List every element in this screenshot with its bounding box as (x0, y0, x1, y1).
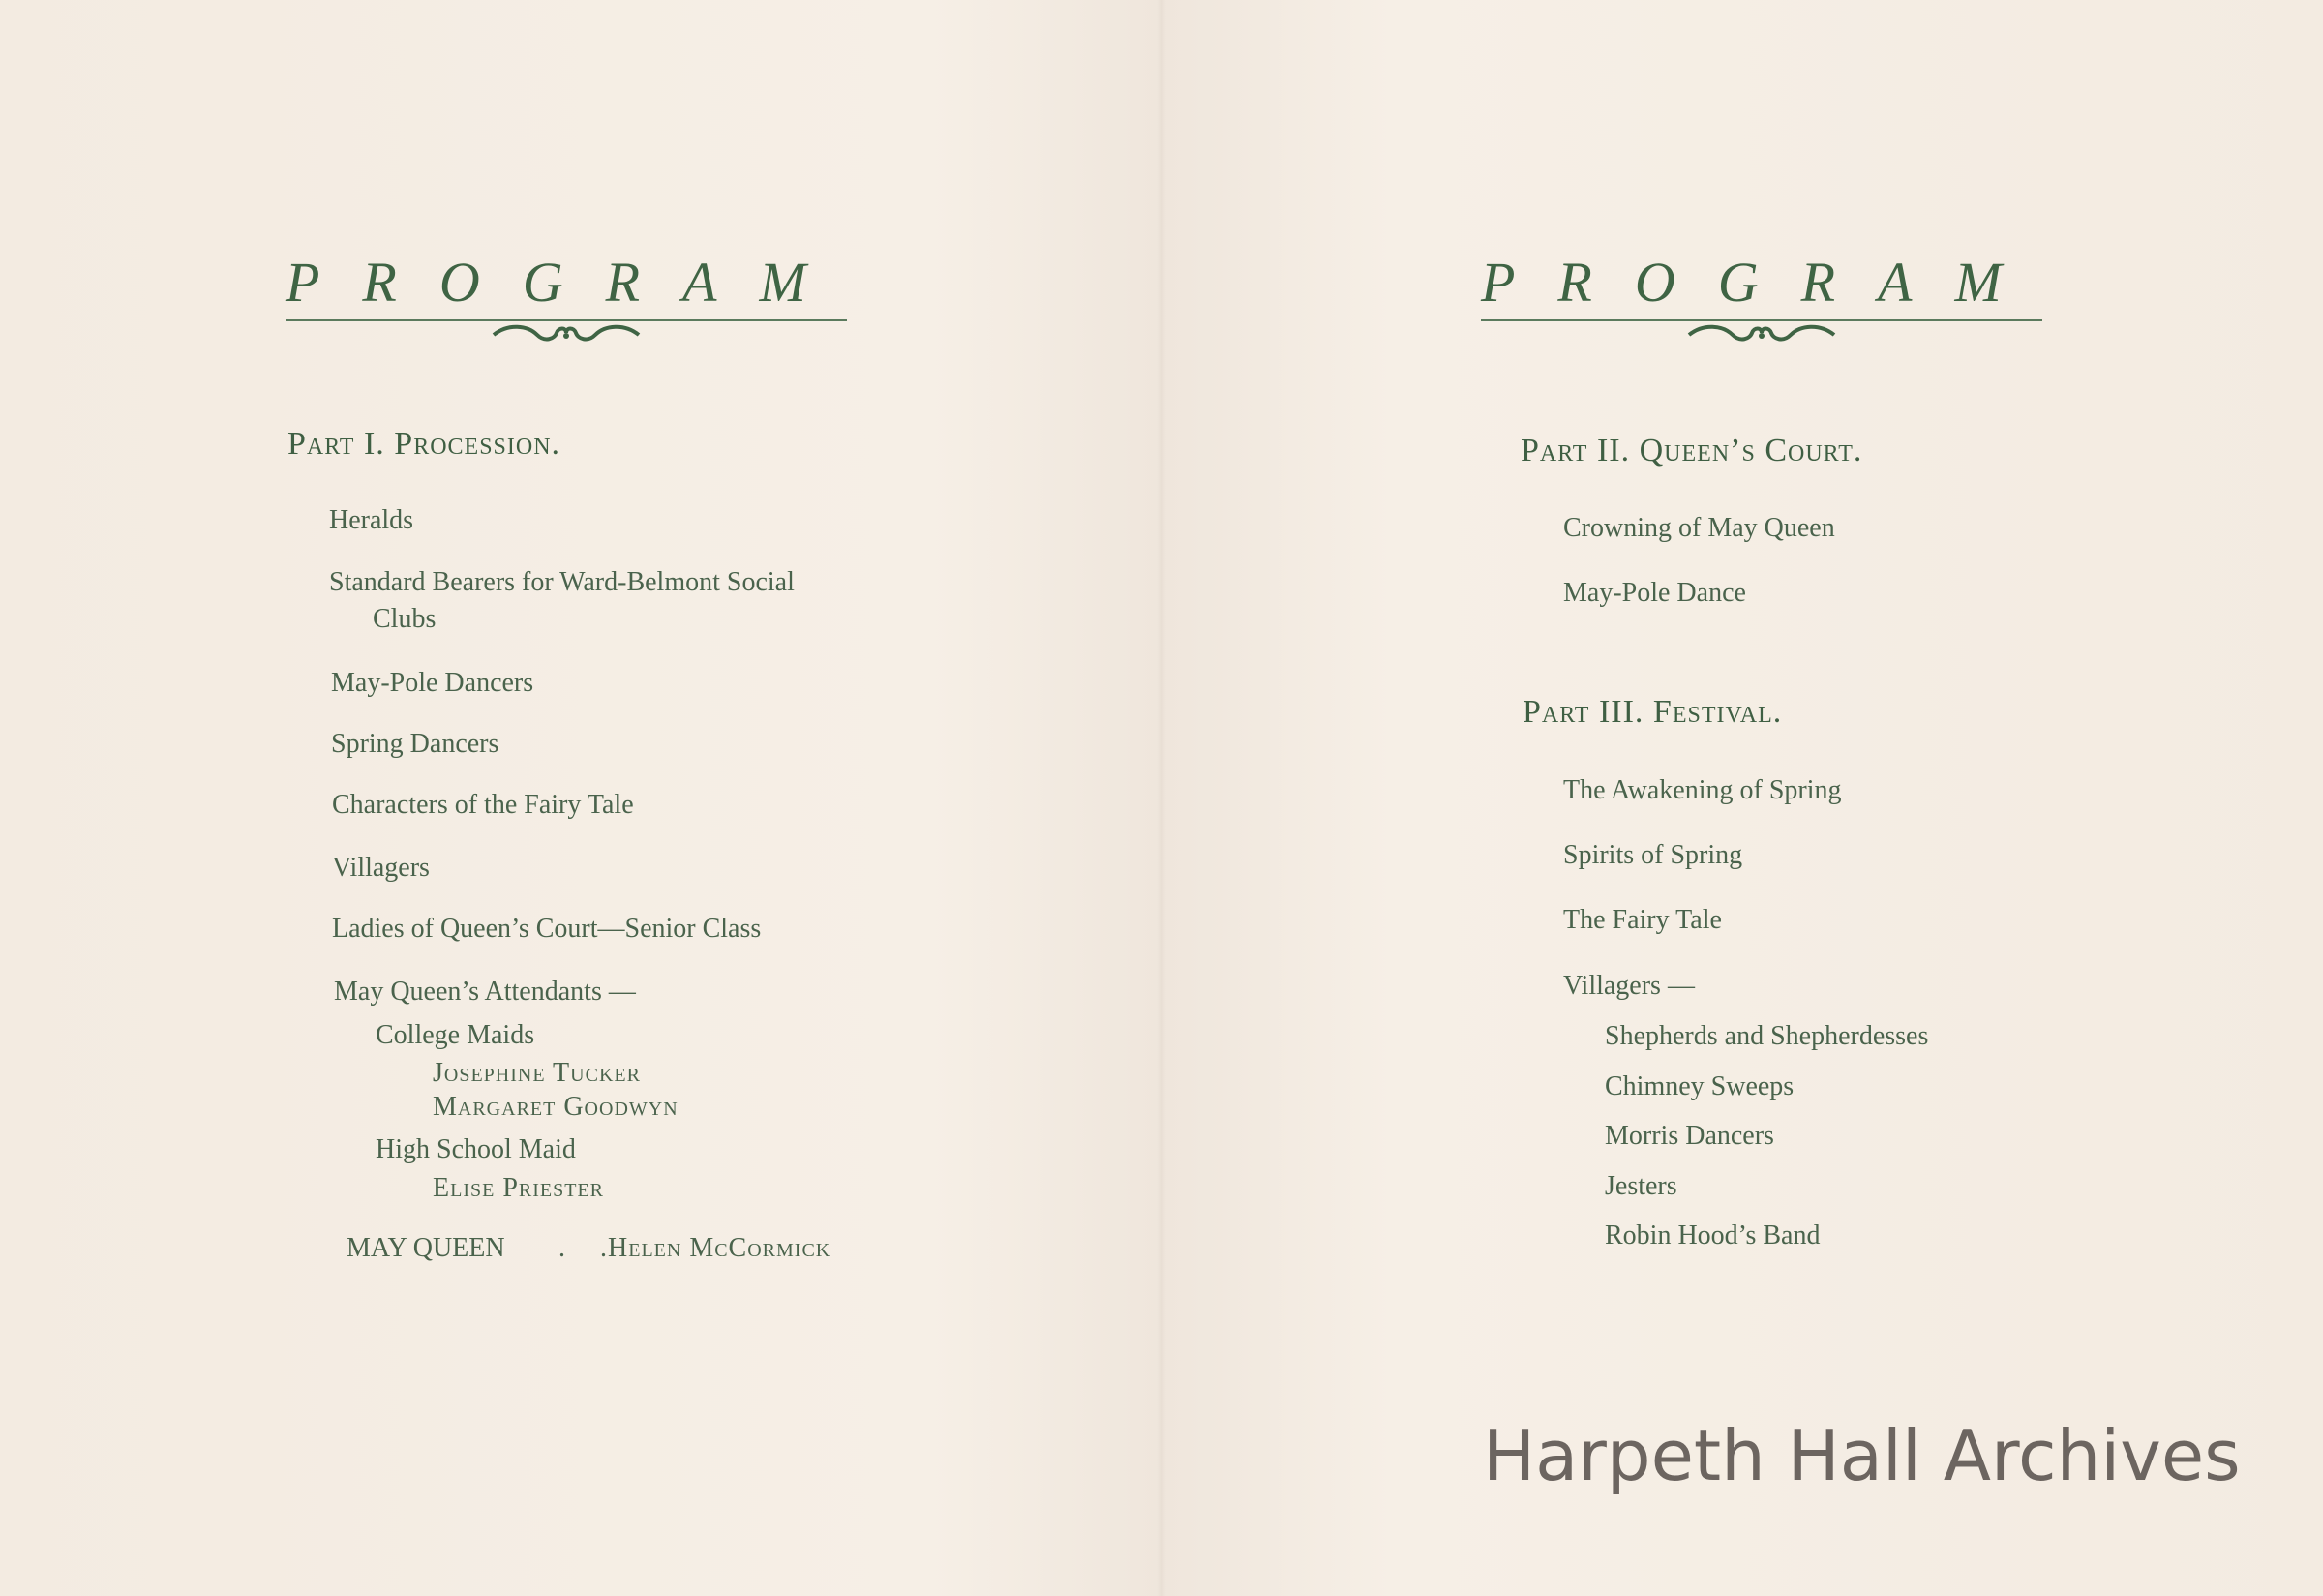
part-two-heading: Part II. Queen’s Court. (1521, 433, 1863, 468)
program-item: May-Pole Dance (1563, 578, 1746, 608)
may-queen-dots: . (558, 1233, 565, 1263)
program-item: The Awakening of Spring (1563, 775, 1842, 805)
program-item: Ladies of Queen’s Court—Senior Class (332, 914, 762, 944)
villager-item: Morris Dancers (1605, 1121, 1774, 1151)
villager-item: Robin Hood’s Band (1605, 1220, 1821, 1250)
program-item: Villagers — (1563, 971, 1695, 1001)
right-program-title: PROGRAM (1481, 251, 2044, 314)
center-fold (1157, 0, 1166, 1596)
program-item: Heralds (329, 505, 414, 535)
part-one-heading: Part I. Procession. (287, 426, 561, 462)
flourish-ornament-icon (489, 321, 644, 346)
attendant-name: Margaret Goodwyn (433, 1092, 679, 1122)
attendant-name: Elise Priester (433, 1173, 605, 1203)
program-item: Villagers (332, 853, 430, 883)
program-item: Characters of the Fairy Tale (332, 790, 634, 820)
villager-item: Shepherds and Shepherdesses (1605, 1021, 1929, 1051)
program-item: The Fairy Tale (1563, 905, 1722, 935)
program-item: Spring Dancers (331, 729, 499, 759)
part-three-heading: Part III. Festival. (1523, 694, 1783, 730)
may-queen-name: .Helen McCormick (600, 1233, 831, 1263)
program-item: Spirits of Spring (1563, 840, 1743, 870)
may-queen-label: MAY QUEEN (347, 1233, 505, 1263)
flourish-ornament-icon (1684, 321, 1839, 346)
villager-item: Chimney Sweeps (1605, 1071, 1795, 1101)
archive-watermark: Harpeth Hall Archives (1483, 1415, 2241, 1496)
left-program-title: PROGRAM (286, 251, 849, 314)
program-item: Clubs (373, 604, 437, 634)
program-item: High School Maid (376, 1134, 576, 1164)
program-item: May Queen’s Attendants — (334, 977, 636, 1007)
villager-item: Jesters (1605, 1171, 1677, 1201)
attendant-name: Josephine Tucker (433, 1058, 641, 1088)
program-item: College Maids (376, 1020, 535, 1050)
program-item: Standard Bearers for Ward-Belmont Social (329, 567, 795, 597)
program-item: May-Pole Dancers (331, 668, 534, 698)
program-item: Crowning of May Queen (1563, 513, 1835, 543)
